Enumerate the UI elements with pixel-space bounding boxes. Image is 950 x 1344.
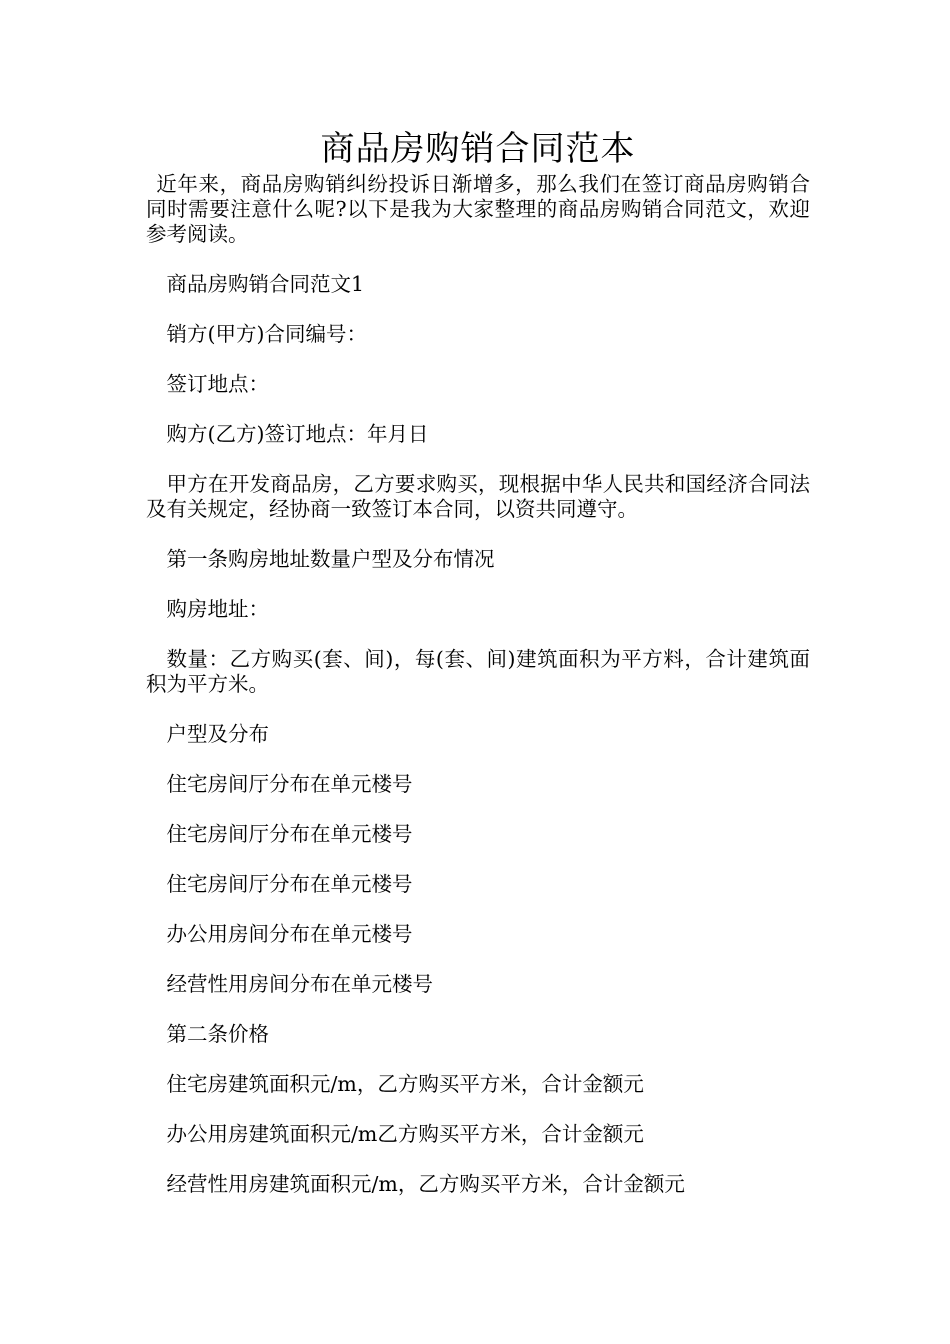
paragraph-price-office: 办公用房建筑面积元/m乙方购买平方米，合计金额元 [166,1122,644,1146]
document-page [146,126,810,1197]
paragraph-commercial: 经营性用房间分布在单元楼号 [166,972,433,996]
paragraph-buyer: 购方(乙方)签订地点：年月日 [166,422,429,446]
paragraph-office: 办公用房间分布在单元楼号 [166,922,413,946]
paragraph-agreement: 甲方在开发商品房，乙方要求购买，现根据中华人民共和国经济合同法及有关规定，经协商一致签订本合同，以资共同遵守。 [146,472,810,521]
paragraph-layout: 户型及分布 [166,722,269,746]
paragraph-price-commercial: 经营性用房建筑面积元/m，乙方购买平方米，合计金额元 [166,1172,685,1196]
paragraph-quantity: 数量：乙方购买(套、间)，每(套、间)建筑面积为平方料，合计建筑面积为平方米。 [146,647,810,696]
intro-paragraph: 近年来，商品房购销纠纷投诉日渐增多，那么我们在签订商品房购销合同时需要注意什么呢?以下是我为大家整理的商品房购销合同范文，欢迎参考阅读。 [146,172,810,246]
paragraph-residence-3: 住宅房间厅分布在单元楼号 [166,872,413,896]
paragraph-address: 购房地址： [166,597,269,621]
paragraph-price-residence: 住宅房建筑面积元/m，乙方购买平方米，合计金额元 [166,1072,644,1096]
paragraph-article-1: 第一条购房地址数量户型及分布情况 [166,547,495,571]
paragraph-section-heading: 商品房购销合同范文1 [166,272,365,296]
paragraph-residence-2: 住宅房间厅分布在单元楼号 [166,822,413,846]
paragraph-residence-1: 住宅房间厅分布在单元楼号 [166,772,413,796]
paragraph-seller: 销方(甲方)合同编号： [166,322,367,346]
document-title: 商品房购销合同范本 [320,129,636,169]
paragraph-article-2: 第二条价格 [166,1022,269,1046]
paragraph-sign-place: 签订地点： [166,372,269,396]
